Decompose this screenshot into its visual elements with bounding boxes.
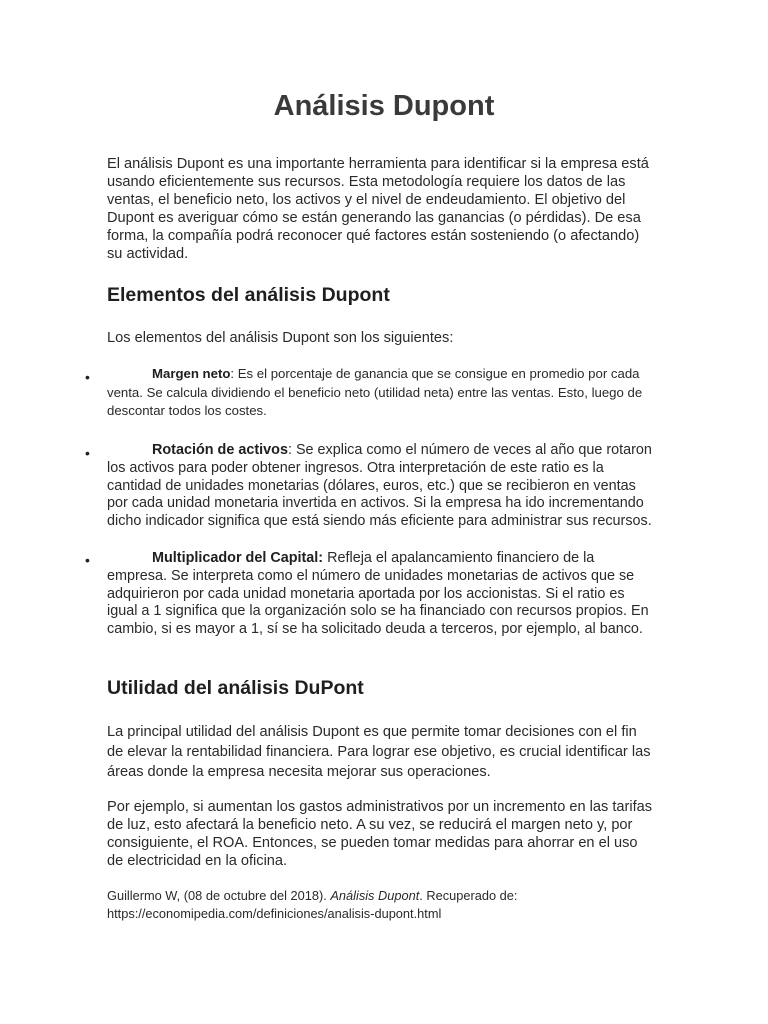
bullet-marker: • [85,369,90,385]
list-item-rotacion-activos: Rotación de activos: Se explica como el número de veces al año que rotaron los activos para poder obtener ingresos. Otra interpretación de este ratio es la cantidad de unidades monetarias (dólares, euros, etc.) que se recibieron en ventas por cada unidad monetaria invertida en activos. Si la empresa ha ido incrementando dicho indicador significa que está siendo más eficiente para administrar sus recursos. [107,442,652,530]
definition-margen-neto: Es el porcentaje de ganancia que se consigue en promedio por cada venta. Se calcula dividiendo el beneficio neto (utilidad neta) entre las ventas. Esto, luego de descontar todos los costes. [107,366,643,418]
citation-work-title: Análisis Dupont [330,888,420,903]
term-margen-neto: Margen neto [152,366,231,381]
page-title: Análisis Dupont [273,90,495,122]
citation-source: . Recuperado de: https://economipedia.com/definiciones/analisis-dupont.html [107,888,518,921]
bullet-marker: • [85,552,90,568]
elements-lead-paragraph: Los elementos del análisis Dupont son los siguientes: [107,330,454,346]
definition-multiplicador-capital: Refleja el apalancamiento financiero de la empresa. Se interpreta como el número de unidades monetarias de activos que se adquirieron por cada unidad monetaria aportada por los accionistas. Si el ratio es igual a 1 significa que la organización solo se ha financiado con recursos propios. En cambio, si es mayor a 1, sí se ha solicitado deuda a terceros, por ejemplo, al banco. [107,550,649,638]
term-rotacion-activos: Rotación de activos [152,442,288,458]
intro-paragraph: El análisis Dupont es una importante herramienta para identificar si la empresa está usando eficientemente sus recursos. Esta metodología requiere los datos de las ventas, el beneficio neto, los activos y el nivel de endeudamiento. El objetivo del Dupont es averiguar cómo se están generando las ganancias (o pérdidas). De esa forma, la compañía podrá reconocer qué factores están sosteniendo (o afectando) su actividad. [107,156,649,262]
list-item-multiplicador-capital [107,550,657,639]
utilidad-paragraph-1: La principal utilidad del análisis Dupont es que permite tomar decisiones con el fin de elevar la rentabilidad financiera. Para lograr ese objetivo, es crucial identificar las áreas donde la empresa necesita mejorar sus operaciones. [107,724,651,780]
citation [107,887,667,923]
bullet-marker: • [85,445,90,461]
list-item-margen-neto: Margen neto: Es el porcentaje de ganancia que se consigue en promedio por cada venta. Se calcula dividiendo el beneficio neto (utilidad neta) entre las ventas. Esto, luego de descontar todos los costes. [107,366,643,418]
definition-rotacion-activos: Se explica como el número de veces al año que rotaron los activos para poder obtener ingresos. Otra interpretación de este ratio es la cantidad de unidades monetarias (dólares, euros, etc.) que se recibieron en ventas por cada unidad monetaria invertida en activos. Si la empresa ha ido incrementando dicho indicador significa que está siendo más eficiente para administrar sus recursos. [107,442,652,530]
citation-author: Guillermo W, (08 de octubre del 2018). [107,888,331,903]
section-heading-elementos: Elementos del análisis Dupont [107,284,390,306]
utilidad-paragraph-2: Por ejemplo, si aumentan los gastos administrativos por un incremento en las tarifas de luz, esto afectará la beneficio neto. A su vez, se reducirá el margen neto y, por consiguiente, el ROA. Entonces, se pueden tomar medidas para ahorrar en el uso de electricidad en la oficina. [107,799,653,869]
section-heading-utilidad: Utilidad del análisis DuPont [107,677,364,699]
term-multiplicador-capital: Multiplicador del Capital: [152,550,324,566]
